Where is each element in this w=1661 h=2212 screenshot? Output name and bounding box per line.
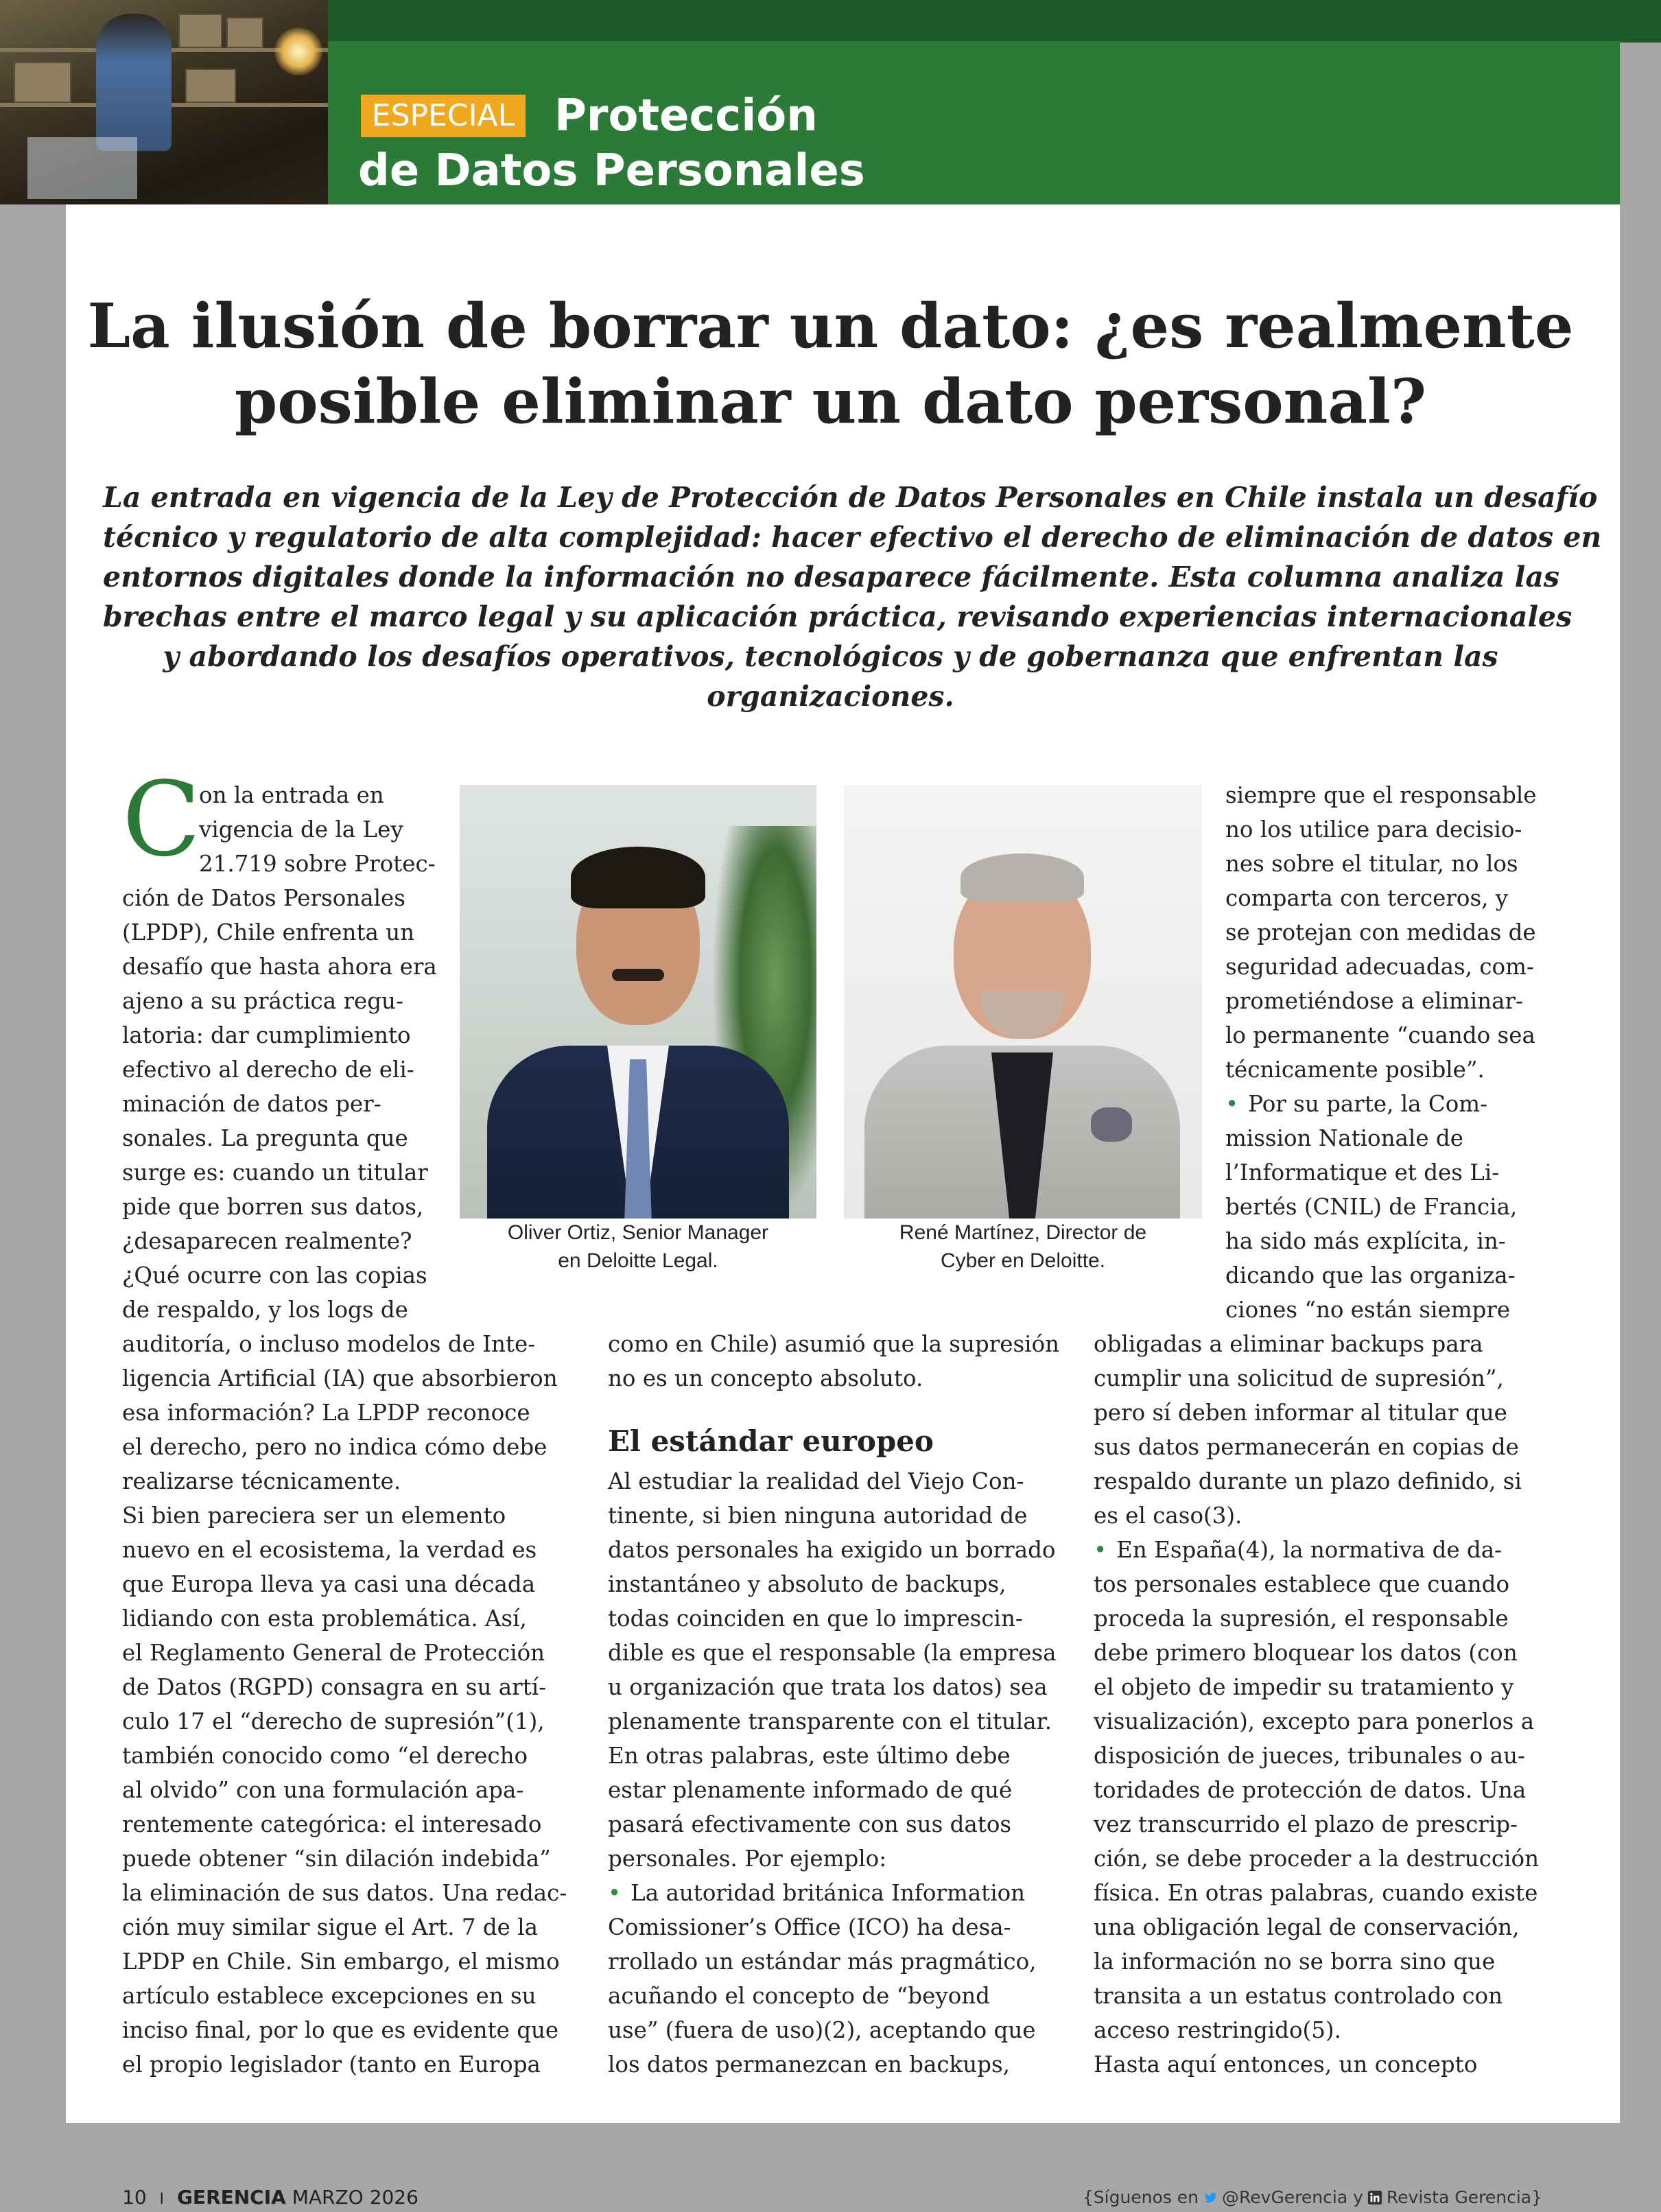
text-line-content: se protejan con medidas de: [1225, 919, 1536, 945]
text-line: [608, 1670, 1054, 1704]
text-line-content: use” (fuera de uso)(2), aceptando que: [608, 2017, 1036, 2043]
text-line-content: desafío que hasta ahora era: [122, 954, 437, 980]
article-title-line: La ilusión de borrar un dato: ¿es realmente: [87, 290, 1574, 362]
portrait-rene-martinez: [844, 785, 1202, 1219]
text-line: [608, 1876, 1054, 1910]
text-line: [1225, 1087, 1540, 1121]
text-line: [122, 1190, 435, 1224]
text-line-content: 21.719 sobre Protec-: [199, 851, 436, 877]
text-line-content: ajeno a su práctica regu-: [122, 988, 403, 1014]
text-line: [1225, 1190, 1540, 1224]
text-line: [1225, 881, 1540, 915]
text-line-content: seguridad adecuadas, com-: [1225, 954, 1534, 980]
caption-line: en Deloitte Legal.: [558, 1249, 718, 1272]
text-line-content: Hasta aquí entonces, un concepto: [1094, 2051, 1478, 2078]
text-line-content: realizarse técnicamente.: [122, 1468, 401, 1494]
text-line: [122, 1018, 435, 1052]
text-line: [1094, 2047, 1540, 2082]
text-line: [122, 1704, 568, 1739]
text-line: [608, 2047, 1054, 2082]
text-line: [122, 915, 435, 950]
article-title: [66, 288, 1595, 439]
lead-line: brechas entre el marco legal y su aplicación práctica, revisando experiencias internacionales: [103, 600, 1572, 633]
text-line: [122, 1807, 568, 1842]
magazine-brand: GERENCIA: [176, 2186, 286, 2209]
text-line: [1094, 1567, 1540, 1601]
text-line-content: prometiéndose a eliminar-: [1225, 988, 1523, 1014]
text-line: [1225, 915, 1540, 950]
text-line-content: vez transcurrido el plazo de prescrip-: [1094, 1811, 1518, 1837]
linkedin-name[interactable]: Revista Gerencia}: [1386, 2187, 1542, 2207]
text-line-content: respaldo durante un plazo definido, si: [1094, 1468, 1522, 1494]
text-line: [1094, 1464, 1540, 1498]
text-line: [608, 1842, 1054, 1876]
text-line: [1094, 1327, 1540, 1361]
text-line-content: estar plenamente informado de qué: [608, 1777, 1013, 1803]
text-line: [122, 1842, 568, 1876]
text-line-content: acuñando el concepto de “beyond: [608, 1983, 990, 2009]
text-line: [1094, 1601, 1540, 1636]
folio-separator: I: [159, 2191, 165, 2208]
page-number: 10: [122, 2186, 147, 2209]
text-line: [608, 1601, 1054, 1636]
text-line-content: ha sido más explícita, in-: [1225, 1228, 1506, 1254]
text-line: [1094, 1739, 1540, 1773]
text-line: [1094, 1636, 1540, 1670]
text-line-content: toridades de protección de datos. Una: [1094, 1777, 1527, 1803]
text-line-content: En España(4), la normativa de da-: [1116, 1537, 1503, 1563]
text-line-content: como en Chile) asumió que la supresión: [608, 1331, 1060, 1357]
text-line: [122, 1876, 568, 1910]
text-line: [122, 1670, 568, 1704]
text-line-content: Comissioner’s Office (ICO) ha desa-: [608, 1914, 1011, 1940]
text-line: [608, 1327, 1060, 1361]
column-3-bottom: [1094, 1327, 1540, 1533]
text-line-content: tinente, si bien ninguna autoridad de: [608, 1503, 1028, 1529]
text-line-content: de Datos (RGPD) consagra en su artí-: [122, 1674, 547, 1700]
text-line-content: pasará efectivamente con sus datos: [608, 1811, 1012, 1837]
text-line-content: ción, se debe proceder a la destrucción: [1094, 1846, 1540, 1872]
text-line: [1094, 1396, 1540, 1430]
text-line-content: l’Informatique et des Li-: [1225, 1160, 1500, 1186]
text-line-content: nes sobre el titular, no los: [1225, 851, 1518, 877]
text-line: [122, 984, 435, 1018]
text-line: [122, 950, 435, 984]
text-line: [608, 1944, 1054, 1979]
text-line-content: culo 17 el “derecho de supresión”(1),: [122, 1708, 545, 1734]
text-line: [122, 1498, 568, 1533]
twitter-icon[interactable]: [1203, 2190, 1218, 2205]
text-line: [122, 1739, 568, 1773]
text-line-content: artículo establece excepciones en su: [122, 1983, 537, 2009]
text-line-content: bertés (CNIL) de Francia,: [1225, 1194, 1518, 1220]
text-line: [122, 1636, 568, 1670]
text-line: [122, 1293, 435, 1327]
text-line: [1094, 1979, 1540, 2013]
text-line-content: esa información? La LPDP reconoce: [122, 1400, 530, 1426]
text-line: [1225, 1018, 1540, 1052]
column-3-bullet-cnil: [1225, 1087, 1540, 1327]
text-line-content: ción muy similar sigue el Art. 7 de la: [122, 1914, 538, 1940]
text-line-content: mission Nationale de: [1225, 1125, 1463, 1151]
text-line: [1094, 1876, 1540, 1910]
text-line: [122, 1155, 435, 1190]
text-line-content: siempre que el responsable: [1225, 782, 1537, 808]
text-line-content: auditoría, o incluso modelos de Inte-: [122, 1331, 536, 1357]
text-line: [1094, 1704, 1540, 1739]
text-line-content: rrollado un estándar más pragmático,: [608, 1949, 1037, 1975]
lead-line: y abordando los desafíos operativos, tecnológicos y de gobernanza que enfrentan las: [163, 640, 1498, 673]
text-line: [122, 1979, 568, 2013]
text-line-content: latoria: dar cumplimiento: [122, 1022, 411, 1048]
text-line: [122, 847, 435, 881]
text-line-content: vigencia de la Ley: [199, 816, 403, 843]
text-line: [1094, 1498, 1540, 1533]
text-line-content: la eliminación de sus datos. Una redac-: [122, 1880, 567, 1906]
text-line: [1094, 1944, 1540, 1979]
text-line: [122, 1430, 568, 1464]
text-line-content: instantáneo y absoluto de backups,: [608, 1571, 1006, 1597]
text-line: [122, 1224, 435, 1258]
text-line: [122, 2013, 568, 2047]
lead-line: entornos digitales donde la información no desaparece fácilmente. Esta columna analiza las: [103, 561, 1559, 593]
text-line-content: transita a un estatus controlado con: [1094, 1983, 1503, 2009]
text-line-content: lidiando con esta problemática. Así,: [122, 1605, 527, 1632]
text-line-content: obligadas a eliminar backups para: [1094, 1331, 1483, 1357]
text-line: [122, 1773, 568, 1807]
text-line: [608, 1567, 1054, 1601]
text-line-content: la información no se borra sino que: [1094, 1949, 1496, 1975]
text-line: [1225, 778, 1540, 812]
text-line: [122, 1601, 568, 1636]
text-line: [122, 2047, 568, 2082]
caption-line: Oliver Ortiz, Senior Manager: [507, 1221, 769, 1244]
text-line-content: disposición de jueces, tribunales o au-: [1094, 1743, 1525, 1769]
text-line-content: surge es: cuando un titular: [122, 1160, 428, 1186]
text-line-content: tos personales establece que cuando: [1094, 1571, 1510, 1597]
column-3-top: [1225, 778, 1540, 1087]
especial-badge: ESPECIAL: [361, 95, 526, 137]
text-line: [122, 1464, 568, 1498]
caption-line: Cyber en Deloitte.: [940, 1249, 1106, 1272]
text-line: [1094, 2013, 1540, 2047]
text-line-content: acceso restringido(5).: [1094, 2017, 1341, 2043]
text-line: [122, 812, 435, 847]
article-lead: [103, 478, 1602, 716]
text-line: [122, 881, 435, 915]
text-line: [608, 1979, 1054, 2013]
text-line-content: Al estudiar la realidad del Viejo Con-: [608, 1468, 1024, 1494]
text-line-content: no los utilice para decisio-: [1225, 816, 1522, 843]
text-line-content: plenamente transparente con el titular.: [608, 1708, 1052, 1734]
text-line: [122, 1327, 568, 1361]
text-line: [608, 1704, 1054, 1739]
issue-date: MARZO 2026: [292, 2186, 419, 2209]
text-line-content: debe primero bloquear los datos (con: [1094, 1640, 1518, 1666]
text-line-content: inciso final, por lo que es evidente que: [122, 2017, 559, 2043]
text-line-content: u organización que trata los datos) sea: [608, 1674, 1048, 1700]
text-line-content: es el caso(3).: [1094, 1503, 1242, 1529]
text-line: [608, 1773, 1054, 1807]
text-line: [608, 1498, 1054, 1533]
text-line: [1225, 1052, 1540, 1087]
text-line-content: el Reglamento General de Protección: [122, 1640, 545, 1666]
lead-line: La entrada en vigencia de la Ley de Protección de Datos Personales en Chile instala un desafío: [103, 481, 1598, 514]
text-line: [1225, 1224, 1540, 1258]
drop-cap: C: [122, 760, 201, 880]
text-line: [608, 1464, 1054, 1498]
text-line: [1225, 950, 1540, 984]
column-3-bullet-espana: [1094, 1533, 1540, 2082]
text-line-content: nuevo en el ecosistema, la verdad es: [122, 1537, 537, 1563]
text-line: [1094, 1842, 1540, 1876]
subheading-estandar-europeo: El estándar europeo: [608, 1424, 934, 1458]
bullet-marker: •: [1225, 1091, 1239, 1117]
text-line: [122, 1567, 568, 1601]
text-line-content: ¿desaparecen realmente?: [122, 1228, 412, 1254]
text-line-content: cumplir una solicitud de supresión”,: [1094, 1365, 1504, 1391]
text-line: [122, 1361, 568, 1396]
text-line-content: En otras palabras, este último debe: [608, 1743, 1011, 1769]
text-line: [122, 1944, 568, 1979]
column-2-top: [608, 1327, 1060, 1396]
text-line-content: ciones “no están siempre: [1225, 1297, 1511, 1323]
text-line-content: puede obtener “sin dilación indebida”: [122, 1846, 551, 1872]
text-line-content: proceda la supresión, el responsable: [1094, 1605, 1509, 1632]
text-line-content: física. En otras palabras, cuando existe: [1094, 1880, 1538, 1906]
text-line-content: el derecho, pero no indica cómo debe: [122, 1434, 547, 1460]
text-line-content: on la entrada en: [199, 782, 384, 808]
text-line-content: sonales. La pregunta que: [122, 1125, 408, 1151]
text-line: [1094, 1361, 1540, 1396]
text-line: [608, 1910, 1054, 1944]
text-line-content: ción de Datos Personales: [122, 885, 405, 911]
column-2-body: [608, 1464, 1057, 1876]
text-line: [1094, 1807, 1540, 1842]
text-line: [608, 1807, 1054, 1842]
text-line-content: minación de datos per-: [122, 1091, 381, 1117]
text-line-content: La autoridad británica Information: [631, 1880, 1026, 1906]
text-line-content: una obligación legal de conservación,: [1094, 1914, 1520, 1940]
text-line-content: lo permanente “cuando sea: [1225, 1022, 1535, 1048]
text-line: [608, 1739, 1054, 1773]
photo-caption-1: [460, 1219, 816, 1275]
footer-folio: [122, 2186, 419, 2209]
text-line: [1225, 847, 1540, 881]
text-line: [1094, 1910, 1540, 1944]
follow-prefix: {Síguenos en: [1082, 2187, 1199, 2207]
twitter-handle[interactable]: @RevGerencia y: [1222, 2187, 1363, 2207]
text-line: [122, 1087, 435, 1121]
linkedin-icon[interactable]: [1367, 2190, 1382, 2205]
text-line-content: Si bien pareciera ser un elemento: [122, 1503, 506, 1529]
text-line: [122, 1258, 435, 1293]
text-line-content: efectivo al derecho de eli-: [122, 1057, 414, 1083]
text-line-content: LPDP en Chile. Sin embargo, el mismo: [122, 1949, 560, 1975]
text-line-content: rentemente categórica: el interesado: [122, 1811, 542, 1837]
text-line: [1225, 1121, 1540, 1155]
footer-social: [1083, 2187, 1542, 2207]
text-line: [1094, 1430, 1540, 1464]
text-line: [1094, 1670, 1540, 1704]
text-line-content: sus datos permanecerán en copias de: [1094, 1434, 1519, 1460]
column-2-bullet-ico: [608, 1876, 1054, 2082]
text-line-content: visualización), excepto para ponerlos a: [1094, 1708, 1535, 1734]
text-line-content: Por su parte, la Com-: [1248, 1091, 1488, 1117]
text-line-content: datos personales ha exigido un borrado: [608, 1537, 1056, 1563]
text-line: [1094, 1773, 1540, 1807]
text-line: [1225, 1258, 1540, 1293]
text-line: [122, 1121, 435, 1155]
text-line-content: el objeto de impedir su tratamiento y: [1094, 1674, 1514, 1700]
text-line-content: técnicamente posible”.: [1225, 1057, 1485, 1083]
text-line: [122, 778, 435, 812]
text-line: [122, 1396, 568, 1430]
text-line: [1225, 1293, 1540, 1327]
text-line: [1225, 1155, 1540, 1190]
text-line-content: ¿Qué ocurre con las copias: [122, 1262, 427, 1289]
article-title-line: posible eliminar un dato personal?: [235, 365, 1426, 437]
column-1-top: [122, 778, 435, 1327]
text-line: [608, 2013, 1054, 2047]
text-line: [608, 1636, 1057, 1670]
text-line-content: ligencia Artificial (IA) que absorbieron: [122, 1365, 558, 1391]
text-line-content: pero sí deben informar al titular que: [1094, 1400, 1507, 1426]
lead-line: técnico y regulatorio de alta complejidad: hacer efectivo el derecho de eliminación de datos en: [103, 521, 1602, 554]
text-line: [122, 1533, 568, 1567]
text-line: [608, 1361, 1054, 1396]
text-line-content: no es un concepto absoluto.: [608, 1365, 923, 1391]
text-line: [1225, 984, 1540, 1018]
portrait-oliver-ortiz: [460, 785, 816, 1219]
text-line-content: los datos permanezcan en backups,: [608, 2051, 1010, 2078]
section-title-line-1: Protección: [554, 91, 818, 141]
text-line-content: dible es que el responsable (la empresa: [608, 1640, 1057, 1666]
text-line: [1225, 812, 1540, 847]
bullet-marker: •: [608, 1880, 622, 1906]
text-line-content: el propio legislador (tanto en Europa: [122, 2051, 541, 2078]
text-line-content: pide que borren sus datos,: [122, 1194, 424, 1220]
lead-line: organizaciones.: [707, 680, 954, 713]
section-title-line-2: de Datos Personales: [358, 145, 865, 196]
text-line-content: personales. Por ejemplo:: [608, 1846, 887, 1872]
bullet-marker: •: [1094, 1537, 1107, 1563]
header-archive-photo: [0, 0, 328, 204]
column-1-bottom: [122, 1327, 568, 2082]
text-line-content: al olvido” con una formulación apa-: [122, 1777, 524, 1803]
text-line-content: también conocido como “el derecho: [122, 1743, 528, 1769]
text-line-content: que Europa lleva ya casi una década: [122, 1571, 536, 1597]
text-line: [122, 1052, 435, 1087]
text-line-content: todas coinciden en que lo imprescin-: [608, 1605, 1023, 1632]
text-line-content: comparta con terceros, y: [1225, 885, 1509, 911]
caption-line: René Martínez, Director de: [899, 1221, 1147, 1244]
text-line-content: de respaldo, y los logs de: [122, 1297, 408, 1323]
text-line: [122, 1910, 568, 1944]
text-line: [608, 1533, 1054, 1567]
text-line: [1094, 1533, 1540, 1567]
photo-caption-2: [844, 1219, 1202, 1275]
text-line-content: dicando que las organiza-: [1225, 1262, 1516, 1289]
text-line-content: (LPDP), Chile enfrenta un: [122, 919, 415, 945]
